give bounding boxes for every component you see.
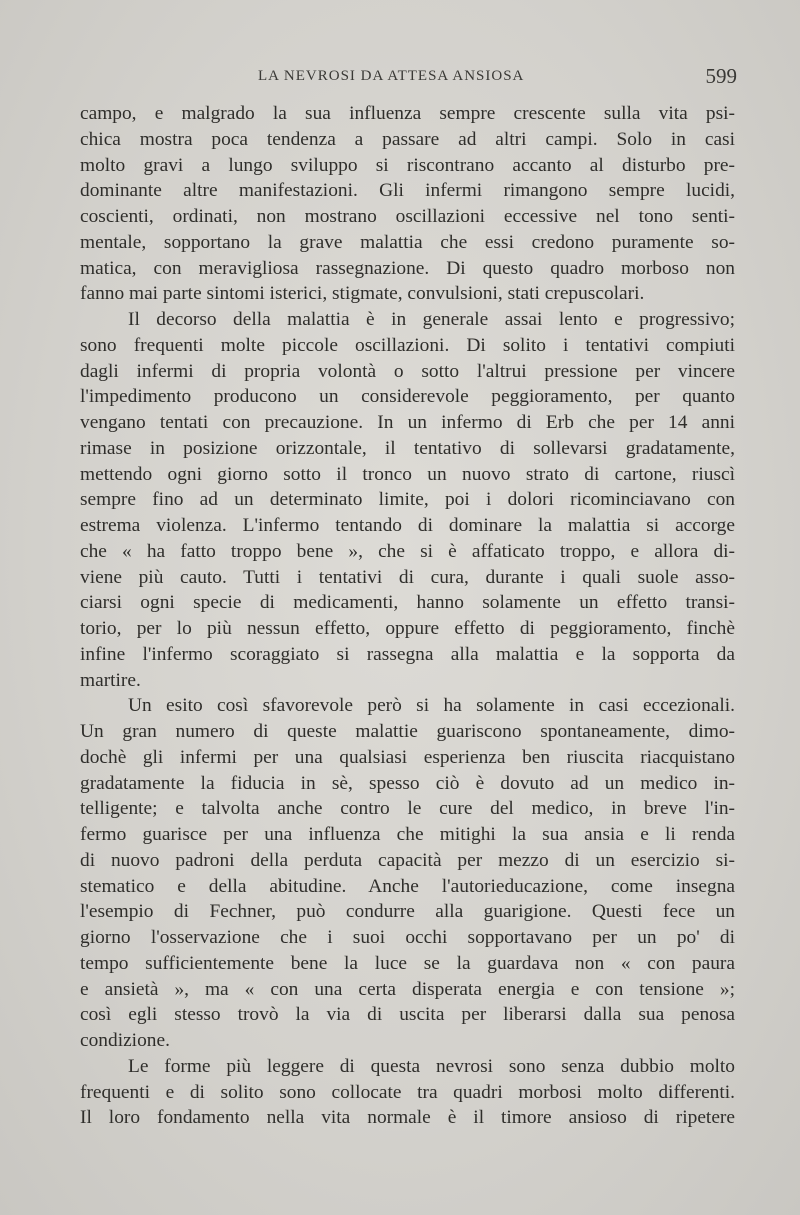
text-line: l'esempio di Fechner, può condurre alla guarigione. Questi fece un	[80, 901, 735, 923]
paragraph-3	[80, 693, 735, 1054]
paragraph-4	[80, 1054, 735, 1131]
text-line: molto gravi a lungo sviluppo si riscontrano accanto al disturbo pre-	[80, 154, 735, 176]
text-line: dominante altre manifestazioni. Gli infermi rimangono sempre lucidi,	[80, 180, 735, 202]
text-line: dochè gli infermi per una qualsiasi esperienza ben riuscita riacquistano	[80, 746, 735, 768]
text-line: l'impedimento producono un considerevole peggioramento, per quanto	[80, 386, 735, 408]
text-line: torio, per lo più nessun effetto, oppure effetto di peggioramento, finchè	[80, 618, 735, 639]
running-title: LA NEVROSI DA ATTESA ANSIOSA	[258, 68, 525, 84]
body-text	[80, 101, 735, 1131]
text-line: giorno l'osservazione che i suoi occhi sopportavano per un po' di	[80, 927, 735, 948]
text-line: Il decorso della malattia è in generale assai lento e progressivo;	[128, 309, 735, 330]
text-line: infine l'infermo scoraggiato si rassegna alla malattia e la sopporta da	[80, 643, 735, 665]
text-line: coscienti, ordinati, non mostrano oscillazioni eccessive nel tono senti-	[80, 206, 735, 227]
text-line: telligente; e talvolta anche contro le cure del medico, in breve l'in-	[80, 798, 735, 820]
text-line: mentale, sopportano la grave malattia che essi credono puramente so-	[80, 231, 735, 253]
text-line: Le forme più leggere di questa nevrosi sono senza dubbio molto	[128, 1055, 735, 1077]
text-line: Un esito così sfavorevole però si ha solamente in casi eccezionali.	[128, 695, 735, 717]
paragraph-2	[80, 307, 735, 693]
text-line: campo, e malgrado la sua influenza sempre crescente sulla vita psi-	[80, 103, 735, 124]
text-line: fermo guarisce per una influenza che mitighi la sua ansia e li renda	[80, 824, 735, 845]
text-line: stematico e della abitudine. Anche l'autorieducazione, come insegna	[80, 875, 735, 897]
text-line: tempo sufficientemente bene la luce se la guardava non « con paura	[80, 952, 735, 974]
text-line: frequenti e di solito sono collocate tra quadri morbosi molto differenti.	[80, 1081, 735, 1103]
text-line: viene più cauto. Tutti i tentativi di cura, durante i quali suole asso-	[80, 566, 735, 588]
text-line: Il loro fondamento nella vita normale è il timore ansioso di ripetere	[80, 1107, 735, 1129]
running-head	[80, 64, 735, 88]
text-line: Un gran numero di queste malattie guariscono spontaneamente, dimo-	[80, 721, 735, 742]
text-line: che « ha fatto troppo bene », che si è affaticato troppo, e allora di-	[80, 540, 735, 562]
paragraph-1	[80, 101, 735, 307]
text-line: così egli stesso trovò la via di uscita per liberarsi dalla sua penosa	[80, 1004, 735, 1026]
text-line: estrema violenza. L'infermo tentando di dominare la malattia si accorge	[80, 515, 735, 536]
text-line: di nuovo padroni della perduta capacità per mezzo di un esercizio si-	[80, 849, 735, 871]
text-line: sono frequenti molte piccole oscillazioni. Di solito i tentativi compiuti	[80, 334, 735, 356]
text-line: dagli infermi di propria volontà o sotto l'altrui pressione per vincere	[80, 360, 735, 382]
text-line: gradatamente la fiducia in sè, spesso ciò è dovuto ad un medico in-	[80, 772, 735, 794]
text-line: e ansietà », ma « con una certa disperata energia e con tensione »;	[80, 978, 735, 1000]
text-line: vengano tentati con precauzione. In un infermo di Erb che per 14 anni	[80, 412, 735, 433]
text-line: mettendo ogni giorno sotto il tronco un nuovo strato di cartone, riuscì	[80, 463, 735, 485]
text-line: sempre fino ad un determinato limite, poi i dolori ricominciavano con	[80, 489, 735, 511]
text-line: matica, con meravigliosa rassegnazione. Di questo quadro morboso non	[80, 257, 735, 279]
text-line: ciarsi ogni specie di medicamenti, hanno solamente un effetto transi-	[80, 592, 735, 614]
text-line: rimase in posizione orizzontale, il tentativo di sollevarsi gradatamente,	[80, 437, 735, 459]
text-line: martire.	[80, 669, 141, 691]
text-line: fanno mai parte sintomi isterici, stigmate, convulsioni, stati crepuscolari.	[80, 283, 645, 305]
page-number: 599	[705, 64, 737, 88]
text-line: chica mostra poca tendenza a passare ad altri campi. Solo in casi	[80, 128, 735, 150]
text-line: condizione.	[80, 1030, 170, 1051]
